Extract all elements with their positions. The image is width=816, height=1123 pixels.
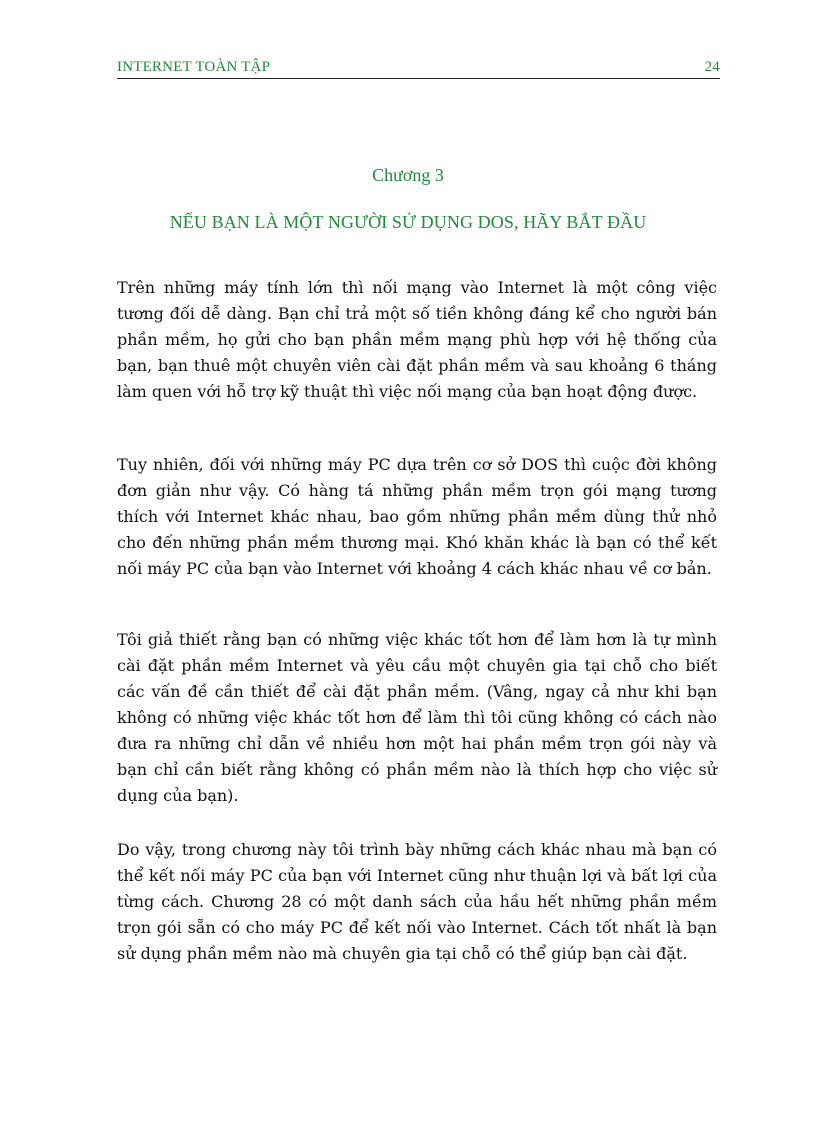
paragraph-text: Tuy nhiên, đối với những máy PC dựa trên cơ sở DOS thì cuộc đời không đơn giản như vậy. Có hàng tá những phần mềm trọn gói mạng tương thích với Internet khác nhau, bao gồm những phần mềm dùng thử nhỏ cho đến những phần mềm thương mại. Khó khăn khác là bạn có thể kết nối máy PC của bạn vào Internet với khoảng 4 cách khác nhau về cơ bản. <box>117 455 717 578</box>
paragraph-1 <box>117 275 717 405</box>
paragraph-text: Do vậy, trong chương này tôi trình bày những cách khác nhau mà bạn có thể kết nối máy PC của bạn với Internet cũng như thuận lợi và bất lợi của từng cách. Chương 28 có một danh sách của hầu hết những phần mềm trọn gói sẵn có cho máy PC để kết nối vào Internet. Cách tốt nhất là bạn sử dụng phần mềm nào mà chuyên gia tại chỗ có thể giúp bạn cài đặt. <box>117 840 717 963</box>
book-title: INTERNET TOÀN TẬP <box>117 59 271 75</box>
paragraph-text: Tôi giả thiết rằng bạn có những việc khác tốt hơn để làm hơn là tự mình cài đặt phần mềm Internet và yêu cầu một chuyên gia tại chỗ cho biết các vấn đề cần thiết để cài đặt phần mềm. (Vâng, ngay cả như khi bạn không có những việc khác tốt hơn để làm thì tôi cũng không có cách nào đưa ra những chỉ dẫn về nhiều hơn một hai phần mềm trọn gói này và bạn chỉ cần biết rằng không có phần mềm nào là thích hợp cho việc sử dụng của bạn). <box>117 630 717 805</box>
paragraph-text: Trên những máy tính lớn thì nối mạng vào Internet là một công việc tương đối dễ dàng. Bạn chỉ trả một số tiền không đáng kể cho người bán phần mềm, họ gửi cho bạn phần mềm mạng phù hợp với hệ thống của bạn, bạn thuê một chuyên viên cài đặt phần mềm và sau khoảng 6 tháng làm quen với hỗ trợ kỹ thuật thì việc nối mạng của bạn hoạt động được. <box>117 278 717 401</box>
paragraph-4 <box>117 837 717 967</box>
chapter-title: NẾU BẠN LÀ MỘT NGƯỜI SỬ DỤNG DOS, HÃY BẮT ĐẦU <box>169 212 647 232</box>
paragraph-3 <box>117 627 717 809</box>
page-number: 24 <box>704 59 720 75</box>
running-header <box>117 54 720 79</box>
paragraph-2 <box>117 452 717 582</box>
chapter-number: Chương 3 <box>372 165 444 185</box>
